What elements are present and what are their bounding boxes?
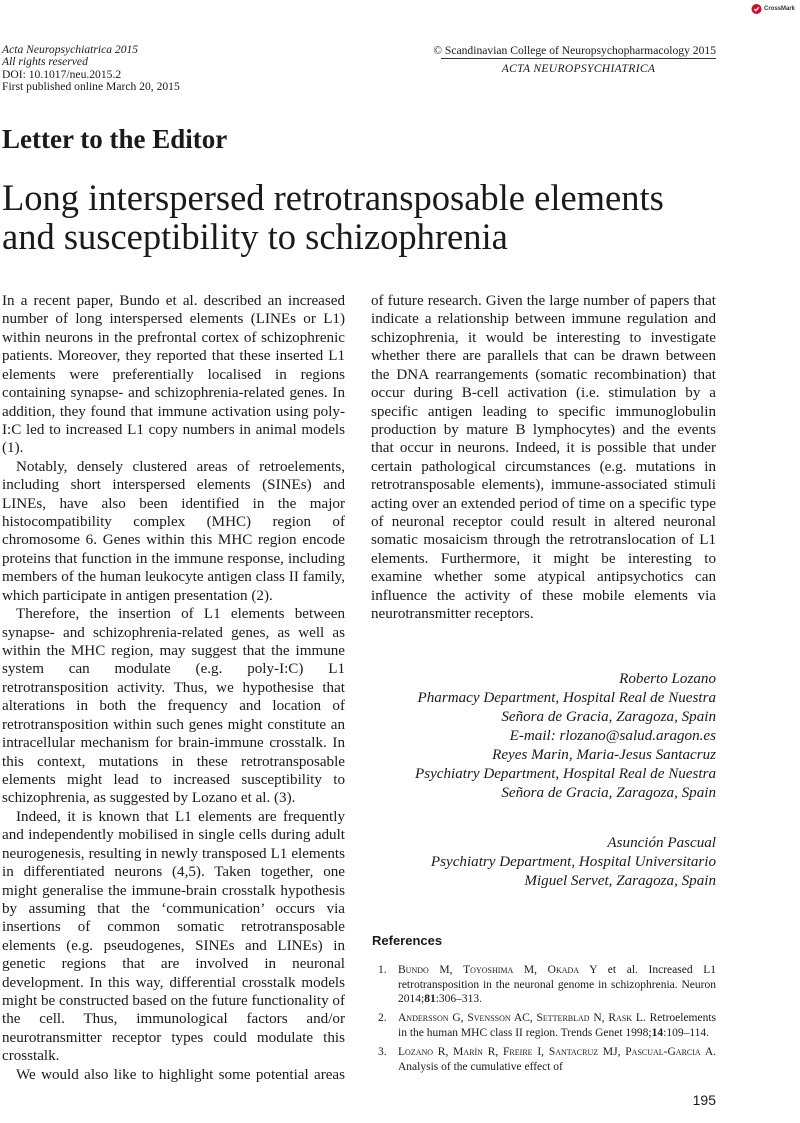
ref-author: Lozano (398, 1046, 434, 1059)
ref-author: Santacruz (548, 1046, 599, 1059)
ref-text: Analysis of the cumulative effect of (398, 1060, 563, 1073)
crossmark-badge[interactable] (751, 2, 795, 16)
author-name: Roberto Lozano (619, 671, 716, 687)
body-paragraph-continued: of future research. Given the large number of papers that indicate a relationship between immune regulation and schizophrenia, it would be interesting to investigate whether there are parallels that can be drawn between the DNA rearrangements (somatic recombination) that occur during B-cell activation (i.e. stimulation by a specific antigen leading to specific immunoglobulin production by mature B lymphocytes) and the events that occur in neurons. Indeed, it is possible that under certain pathological circumstances (e.g. mutations in retrotransposable elements), immune-associated stimuli acting over an extended period of time on a specific type of neuronal receptor could result in altered neuronal somatic mosaicism through the retrotranslocation of L1 elements. Furthermore, it might be interesting to examine whether some atypical antipsychotics can influence the activity of these mobile elements via neurotransmitter receptors. (371, 293, 716, 623)
ref-initials: G, (448, 1012, 468, 1025)
ref-initials: I, (532, 1046, 549, 1059)
left-column (2, 292, 345, 1084)
ref-initials: AC, (510, 1012, 537, 1025)
references-list (372, 963, 716, 1079)
ref-initials: R, (433, 1046, 454, 1059)
author-name: Asunción Pascual (607, 835, 716, 851)
journal-name: Acta Neuropsychiatrica 2015 (2, 43, 139, 56)
ref-author: Marín (453, 1046, 483, 1059)
article-type: Letter to the Editor (2, 124, 228, 154)
right-column (371, 292, 716, 624)
author-affiliation: Miguel Servet, Zaragoza, Spain (524, 873, 716, 889)
ref-initials: M, (428, 964, 464, 976)
author-affiliation: Señora de Gracia, Zaragoza, Spain (501, 709, 716, 725)
ref-initials: Y et al. (579, 964, 649, 976)
doi[interactable]: DOI: 10.1017/neu.2015.2 (2, 67, 122, 81)
article-title (2, 178, 772, 256)
crossmark-label: CrossMark (763, 6, 795, 12)
ref-author: Toyoshima (463, 964, 514, 976)
copyright-notice: © Scandinavian College of Neuropsychopharmacology 2015 (433, 44, 716, 57)
ref-pages: :306–313. (435, 993, 483, 1006)
ref-initials: R, (482, 1046, 504, 1059)
ref-text: Retroelements in the human MHC class II region. Trends Genet 1998; (398, 1012, 717, 1039)
ref-author: Svensson (467, 1012, 511, 1025)
author-affiliation: Señora de Gracia, Zaragoza, Spain (501, 785, 716, 801)
author-affiliation: Pharmacy Department, Hospital Real de Nuestra (417, 690, 716, 706)
author-affiliation: Psychiatry Department, Hospital Real de Nuestra (415, 766, 716, 782)
reference-item (372, 1011, 716, 1040)
reference-number: 1. (378, 964, 387, 976)
ref-text: Increased L1 retrotransposition in the neuronal genome in schizophrenia. Neuron 2014; (398, 964, 717, 1006)
ref-author: Rask (608, 1012, 633, 1025)
ref-author: Andersson (398, 1012, 449, 1025)
reference-item (372, 1045, 716, 1074)
author-affiliation: Psychiatry Department, Hospital Universitario (430, 854, 716, 870)
author-name: Reyes Marin, Maria-Jesus Santacruz (492, 747, 716, 763)
references-heading: References (372, 933, 443, 948)
ref-author: Setterblad (536, 1012, 590, 1025)
ref-initials: MJ, (598, 1046, 626, 1059)
ref-initials: A. (700, 1046, 717, 1059)
ref-volume: 81 (424, 993, 436, 1006)
title-line: Long interspersed retrotransposable elements (2, 177, 664, 218)
ref-author: Pascual-Garcia (625, 1046, 701, 1059)
rights-statement: All rights reserved (2, 55, 88, 69)
signature-block (418, 670, 716, 746)
reference-item (372, 963, 716, 1007)
ref-author: Bundo (398, 964, 429, 976)
author-email[interactable]: E-mail: rlozano@salud.aragon.es (509, 728, 716, 744)
ref-initials: M, (513, 964, 548, 976)
crossmark-icon (751, 3, 762, 15)
page-number: 195 (692, 1092, 716, 1108)
signature-block (415, 746, 716, 803)
journal-running-head: ACTA NEUROPSYCHIATRICA (501, 62, 656, 75)
ref-author: Freire (503, 1046, 533, 1059)
ref-initials: L. (632, 1012, 650, 1025)
header-rule (441, 58, 716, 59)
journal-metadata (2, 44, 180, 93)
body-paragraph: In a recent paper, Bundo et al. described an increased number of long interspersed elements (LINEs or L1) within neurons in the prefrontal cortex of schizophrenic patients. Moreover, they reported that these inserted L1 elements were preferentially localised in regions containing synapse- and schizophrenia-related genes. In addition, they found that immune activation using poly-I:C led to increased L1 copy numbers in animal models (1). (2, 293, 345, 457)
body-paragraph: Notably, densely clustered areas of retroelements, including short interspersed elements (SINEs) and LINEs, have also been identified in the major histocompatibility complex (MHC) region of chromosome 6. Genes within this MHC region encode proteins that function in the immune response, including members of the human leukocyte antigen class II family, which participate in antigen presentation (2). (2, 458, 345, 604)
ref-pages: :109–114. (663, 1026, 710, 1039)
reference-number: 2. (378, 1012, 387, 1025)
reference-number: 3. (378, 1046, 387, 1059)
body-paragraph: Indeed, it is known that L1 elements are frequently and independently mobilised in single cells during adult neurogenesis, resulting in newly transposed L1 elements in differentiated neurons (4,5). Taken together, one might generalise the immune-brain crosstalk hypothesis by assuming that the ‘communication’ occurs via insertions of common somatic retrotransposable elements (e.g. pseudogenes, SINEs and LINEs) in genetic regions that are involved in neuronal development. In this way, differential crosstalk models might be constructed based on the future functionality of the cell. Thus, immunological factors and/or neurotransmitter receptor types could modulate this crosstalk. (2, 808, 345, 1065)
signature-block (431, 834, 716, 891)
body-paragraph: Therefore, the insertion of L1 elements between synapse- and schizophrenia-related genes, as well as within the MHC region, may suggest that the immune system can modulate (e.g. poly-I:C) L1 retrotransposition activity. Thus, we hypothesise that alterations in both the frequency and location of retrotransposition within such genes might constitute an intracellular mechanism for brain-immune crosstalk. In this context, mutations in these retrotransposable elements might lead to increased susceptibility to schizophrenia, as suggested by Lozano et al. (3). (2, 606, 345, 807)
ref-initials: N, (589, 1012, 609, 1025)
publication-date: First published online March 20, 2015 (2, 79, 180, 93)
body-paragraph: We would also like to highlight some potential areas (16, 1066, 345, 1083)
title-line: and susceptibility to schizophrenia (2, 216, 508, 257)
ref-volume: 14 (651, 1026, 664, 1039)
ref-author: Okada (547, 964, 580, 976)
